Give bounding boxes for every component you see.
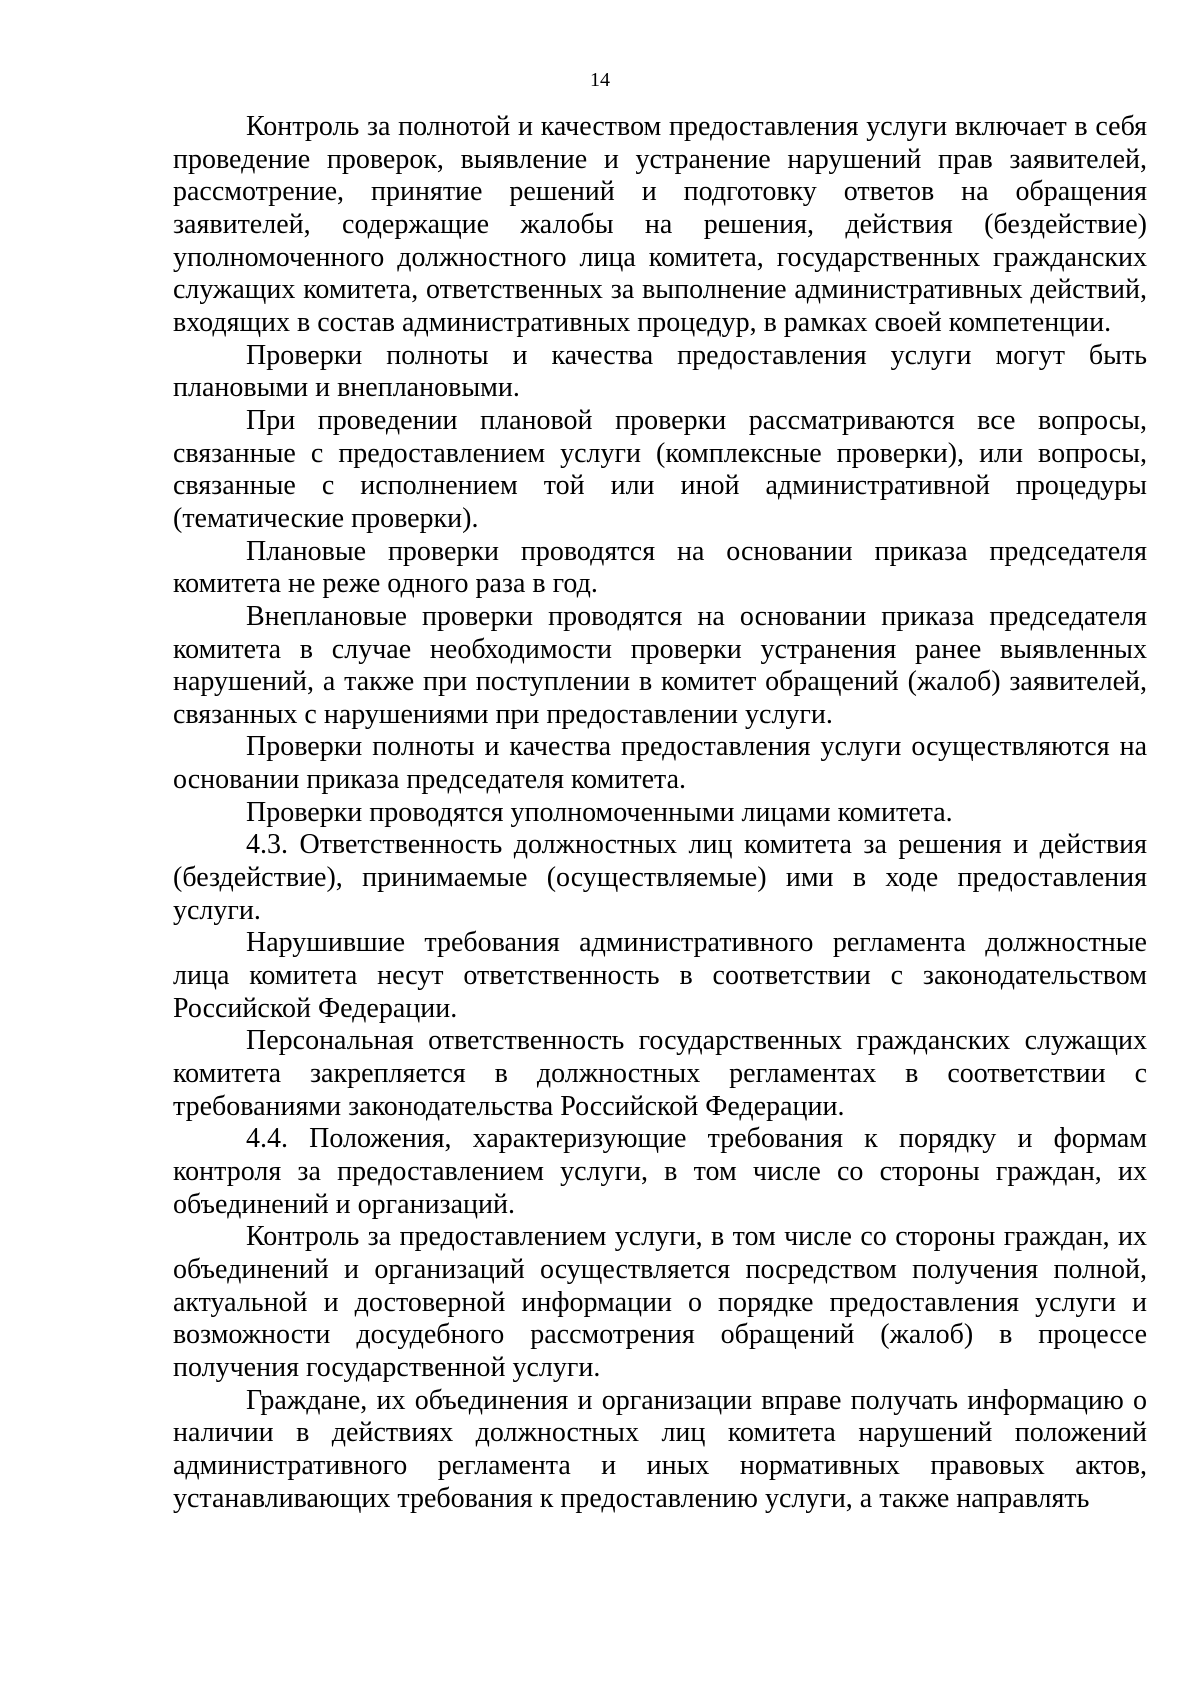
paragraph-planned-check-scope: При проведении плановой проверки рассматриваются все вопросы, связанные с предоставлением услуги (комплексные проверки), или вопросы, связанные с исполнением той или иной административной процедуры (тематические проверки). [173, 404, 1147, 534]
paragraph-check-basis: Проверки полноты и качества предоставления услуги осуществляются на основании приказа председателя комитета. [173, 731, 1147, 796]
paragraph-public-control: Контроль за предоставлением услуги, в том числе со стороны граждан, их объединений и организаций осуществляется посредством получения полной, актуальной и достоверной информации о порядке предоставления услуги и возможности досудебного рассмотрения обращений (жалоб) в процессе получения государственной услуги. [173, 1221, 1147, 1383]
section-heading-4-3: 4.3. Ответственность должностных лиц комитета за решения и действия (бездействие), принимаемые (осуществляемые) ими в ходе предоставления услуги. [173, 829, 1147, 926]
paragraph-unplanned-checks: Внеплановые проверки проводятся на основании приказа председателя комитета в случае необходимости проверки устранения ранее выявленных нарушений, а также при поступлении в комитет обращений (жалоб) заявителей, связанных с нарушениями при предоставлении услуги. [173, 600, 1147, 730]
paragraph-check-performers: Проверки проводятся уполномоченными лицами комитета. [246, 796, 953, 828]
section-heading-4-4: 4.4. Положения, характеризующие требования к порядку и формам контроля за предоставлением услуги, в том числе со стороны граждан, их объединений и организаций. [173, 1123, 1147, 1220]
paragraph-control-scope: Контроль за полнотой и качеством предоставления услуги включает в себя проведение проверок, выявление и устранение нарушений прав заявителей, рассмотрение, принятие решений и подготовку ответов на обращения заявителей, содержащие жалобы на решения, действия (бездействие) уполномоченного должностного лица комитета, государственных гражданских служащих комитета, ответственных за выполнение административных действий, входящих в состав административных процедур, в рамках своей компетенции. [173, 111, 1147, 338]
paragraph-personal-liability: Персональная ответственность государственных гражданских служащих комитета закрепляется в должностных регламентах в соответствии с требованиями законодательства Российской Федерации. [173, 1025, 1147, 1122]
paragraph-planned-check-frequency: Плановые проверки проводятся на основании приказа председателя комитета не реже одного раза в год. [173, 535, 1147, 600]
paragraph-citizens-rights: Граждане, их объединения и организации вправе получать информацию о наличии в действиях должностных лиц комитета нарушений положений административного регламента и иных нормативных правовых актов, устанавливающих требования к предоставлению услуги, а также направлять [173, 1384, 1147, 1514]
paragraph-violators-liability: Нарушившие требования административного регламента должностные лица комитета несут ответственность в соответствии с законодательством Российской Федерации. [173, 927, 1147, 1024]
paragraph-check-types: Проверки полноты и качества предоставления услуги могут быть плановыми и внеплановыми. [173, 339, 1147, 404]
page-number: 14 [590, 69, 610, 91]
document-body [173, 111, 1147, 1515]
